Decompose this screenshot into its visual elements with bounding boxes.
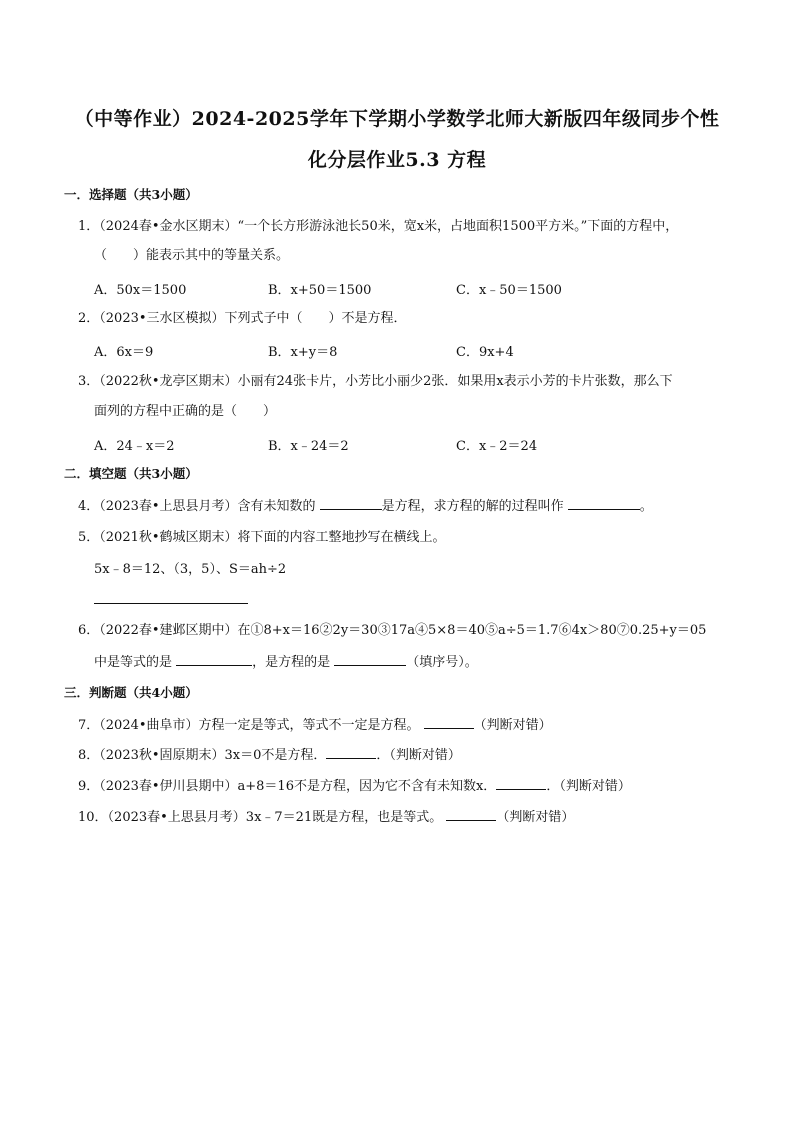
question-10-hint: （判断对错）	[496, 810, 575, 825]
section-heading-judge: 三．判断题（共4小题）	[64, 685, 198, 700]
question-1-option-a: A．50x＝1500	[94, 283, 187, 298]
question-6-text-1: 中是等式的是	[94, 655, 177, 670]
question-3-option-a: A．24﹣x＝2	[94, 439, 175, 454]
question-1-line-1: 1．（2024春•金水区期末）“一个长方形游泳池长50米，宽x米，占地面积1500平方米。”下面的方程中，	[78, 219, 679, 234]
answer-blank-6b[interactable]	[334, 653, 406, 666]
question-8-text: 8．（2023秋•固原期末）3x＝0不是方程．	[78, 748, 327, 763]
question-3-line-1: 3．（2022秋•龙亭区期末）小丽有24张卡片，小芳比小丽少2张．如果用x表示小芳的卡片张数，那么下	[78, 374, 673, 389]
question-3-line-2: 面列的方程中正确的是（ ）	[94, 404, 277, 419]
section-heading-fill: 二．填空题（共3小题）	[64, 466, 198, 481]
answer-blank-4a[interactable]	[320, 497, 382, 510]
question-1-option-b: B．x+50＝1500	[268, 283, 372, 298]
question-6-text-2: ，是方程的是	[252, 655, 335, 670]
question-10-text: 10．（2023春•上思县月考）3x﹣7＝21既是方程，也是等式。	[78, 810, 447, 825]
question-2-option-c: C．9x+4	[456, 345, 514, 360]
title-line-1: （中等作业）2024-2025学年下学期小学数学北师大新版四年级同步个性	[74, 108, 720, 130]
title-line-2: 化分层作业5.3 方程	[307, 149, 487, 171]
question-4-text-2: 是方程，求方程的解的过程叫作	[381, 499, 568, 514]
question-2-option-b: B．x+y＝8	[268, 345, 338, 360]
question-10	[78, 808, 574, 827]
question-6-line-2	[94, 653, 478, 672]
question-3-option-b: B．x﹣24＝2	[268, 439, 349, 454]
question-1-option-c: C．x﹣50＝1500	[456, 283, 562, 298]
section-heading-choice: 一．选择题（共3小题）	[64, 187, 198, 202]
question-4-text-1: 4．（2023春•上思县月考）含有未知数的	[78, 499, 320, 514]
question-9	[78, 777, 631, 796]
answer-blank-8[interactable]	[326, 746, 376, 759]
question-7-hint: （判断对错）	[473, 718, 552, 733]
question-5-line-2: 5x﹣8＝12、（3，5）、S＝ah÷2	[94, 562, 287, 577]
question-4-text-3: 。	[639, 499, 653, 514]
question-1-line-2: （ ）能表示其中的等量关系。	[94, 248, 290, 263]
question-6-text-3: （填序号）。	[406, 655, 478, 670]
answer-blank-6a[interactable]	[176, 653, 252, 666]
question-6-line-1: 6．（2022春•建邺区期中）在①8+x＝16②2y＝30③17a④5×8＝40⑤a÷5＝1.7⑥4x＞80⑦0.25+y＝05	[78, 623, 707, 638]
question-8	[78, 746, 461, 765]
answer-blank-7[interactable]	[424, 716, 474, 729]
answer-blank-9[interactable]	[496, 777, 546, 790]
answer-blank-10[interactable]	[446, 808, 496, 821]
question-7	[78, 716, 552, 735]
question-9-text: 9．（2023春•伊川县期中）a+8＝16不是方程，因为它不含有未知数x．	[78, 779, 497, 794]
question-2-line-1: 2．（2023•三水区模拟）下列式子中（ ）不是方程．	[78, 311, 407, 326]
question-7-text: 7．（2024•曲阜市）方程一定是等式，等式不一定是方程。	[78, 718, 424, 733]
question-5-line-1: 5．（2021秋•鹤城区期末）将下面的内容工整地抄写在横线上。	[78, 530, 446, 545]
answer-line-5[interactable]	[94, 603, 248, 604]
question-9-hint: ．（判断对错）	[546, 779, 631, 794]
question-8-hint: ．（判断对错）	[376, 748, 461, 763]
answer-blank-4b[interactable]	[568, 497, 640, 510]
question-2-option-a: A．6x＝9	[94, 345, 154, 360]
question-3-option-c: C．x﹣2＝24	[456, 439, 538, 454]
question-4	[78, 497, 653, 516]
